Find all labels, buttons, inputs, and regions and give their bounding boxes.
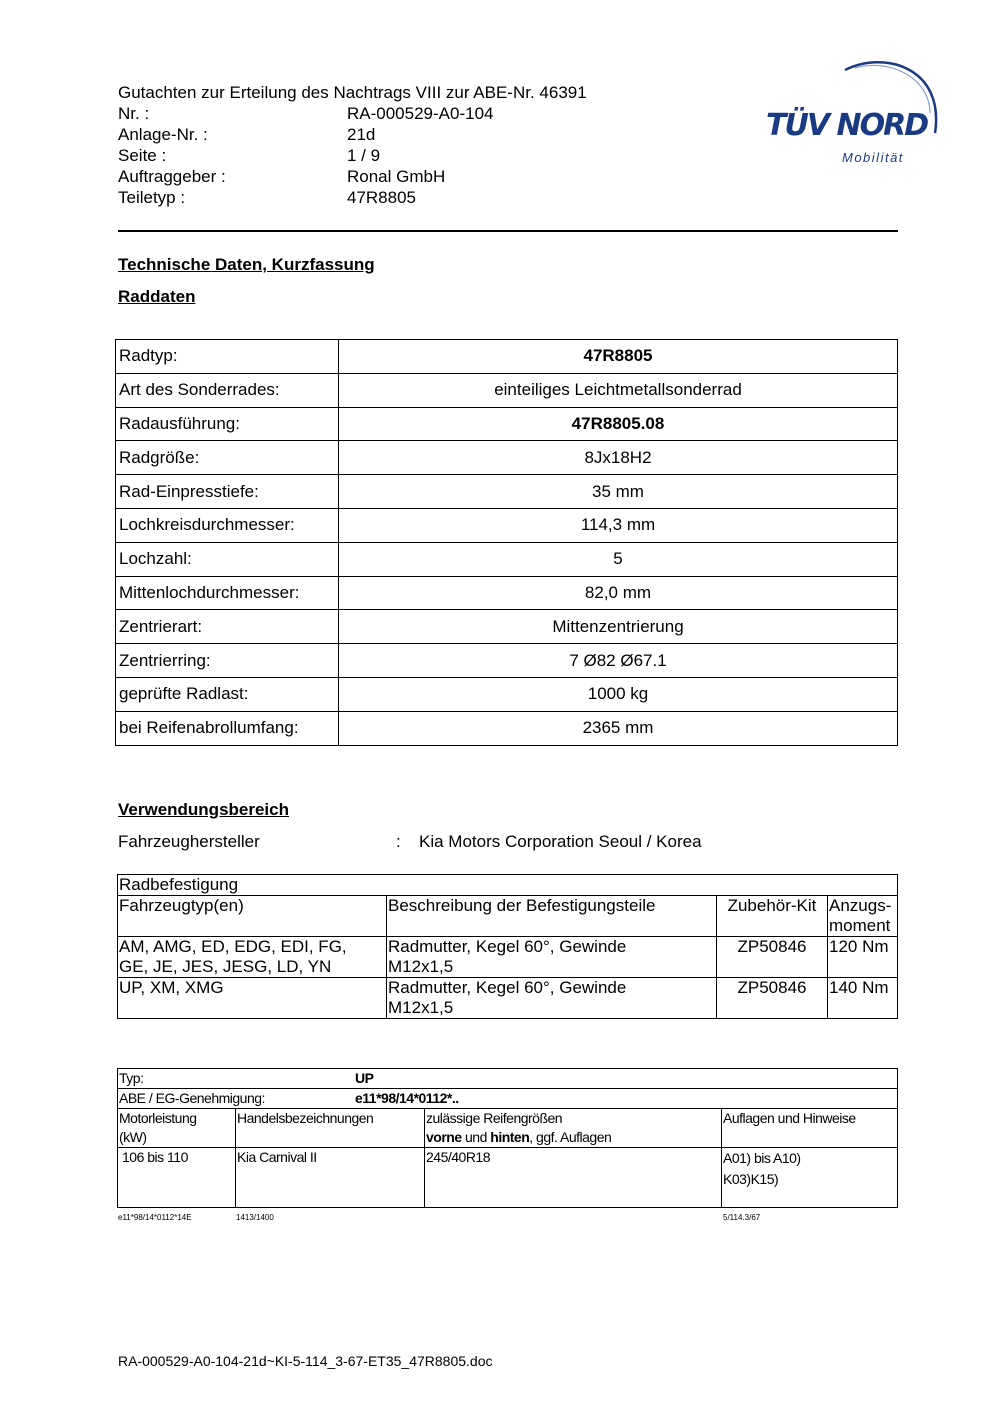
befestigung-header: Fahrzeugtyp(en): [118, 896, 387, 937]
abe-row: [118, 1089, 898, 1109]
raddaten-label: Rad-Einpresstiefe:: [116, 475, 339, 509]
radbefestigung-title: Radbefestigung: [118, 875, 898, 896]
header-label: Anlage-Nr. :: [118, 125, 208, 144]
header-row: [118, 166, 587, 187]
befestigung-row: [118, 978, 898, 1019]
typ-label: Typ:: [119, 1070, 144, 1086]
header-reifengroessen-line2: [426, 1128, 720, 1147]
raddaten-row: [116, 475, 898, 509]
vorne-label: vorne: [426, 1129, 462, 1145]
typ-footnote-2: 1413/1400: [236, 1213, 274, 1222]
raddaten-label: Lochkreisdurchmesser:: [116, 508, 339, 542]
raddaten-label: Lochzahl:: [116, 542, 339, 576]
header-row: [118, 124, 587, 145]
raddaten-value: 47R8805: [339, 340, 898, 374]
header-value: Ronal GmbH: [347, 167, 446, 186]
header-label: Nr. :: [118, 104, 150, 123]
header-value: 21d: [347, 125, 376, 144]
fahrzeughersteller-separator: :: [396, 832, 401, 851]
header-reifengroessen: [425, 1109, 722, 1148]
fahrzeughersteller-row: [118, 832, 702, 852]
befestigung-cell: 140 Nm: [828, 978, 898, 1019]
header-motorleistung: Motorleistung (kW): [118, 1109, 236, 1148]
raddaten-row: [116, 677, 898, 711]
raddaten-row: [116, 373, 898, 407]
section-raddaten: Raddaten: [118, 287, 196, 306]
befestigung-header: Anzugs- moment: [828, 896, 898, 937]
cell-reifengroesse: 245/40R18: [425, 1148, 722, 1208]
raddaten-row: [116, 441, 898, 475]
header-value: 47R8805: [347, 188, 417, 207]
raddaten-label: Radausführung:: [116, 407, 339, 441]
typ-table: [117, 1068, 898, 1208]
raddaten-row: [116, 340, 898, 374]
header-handelsbezeichnungen: Handelsbezeichnungen: [236, 1109, 425, 1148]
raddaten-label: bei Reifenabrollumfang:: [116, 711, 339, 745]
raddaten-label: Art des Sonderrades:: [116, 373, 339, 407]
header-divider: [118, 230, 898, 232]
raddaten-value: 114,3 mm: [339, 508, 898, 542]
raddaten-row: [116, 711, 898, 745]
document-title: Gutachten zur Erteilung des Nachtrags VIII zur ABE-Nr. 46391: [118, 83, 587, 102]
raddaten-label: Radtyp:: [116, 340, 339, 374]
raddaten-label: Zentrierring:: [116, 644, 339, 678]
befestigung-cell: AM, AMG, ED, EDG, EDI, FG, GE, JE, JES, JESG, LD, YN: [118, 937, 387, 978]
raddaten-table: [115, 339, 898, 746]
raddaten-value: 8Jx18H2: [339, 441, 898, 475]
document-header: [118, 82, 587, 208]
fahrzeughersteller-value: Kia Motors Corporation Seoul / Korea: [419, 832, 702, 851]
typ-value: UP: [355, 1070, 374, 1086]
header-row: [118, 145, 587, 166]
raddaten-row: [116, 508, 898, 542]
raddaten-row: [116, 644, 898, 678]
raddaten-label: Radgröße:: [116, 441, 339, 475]
document-filename: RA-000529-A0-104-21d~KI-5-114_3-67-ET35_47R8805.doc: [118, 1353, 493, 1369]
section-technische-daten: Technische Daten, Kurzfassung: [118, 255, 375, 274]
logo-subtitle: Mobilität: [842, 150, 904, 165]
befestigung-cell: Radmutter, Kegel 60°, Gewinde M12x1,5: [387, 937, 717, 978]
typ-footnote-1: e11*98/14*0112*14E: [118, 1213, 192, 1222]
befestigung-header: Beschreibung der Befestigungsteile: [387, 896, 717, 937]
raddaten-row: [116, 610, 898, 644]
raddaten-value: 82,0 mm: [339, 576, 898, 610]
auflagen-suffix: , ggf. Auflagen: [529, 1129, 612, 1145]
raddaten-value: 35 mm: [339, 475, 898, 509]
raddaten-row: [116, 576, 898, 610]
header-label: Auftraggeber :: [118, 167, 226, 186]
raddaten-value: einteiliges Leichtmetallsonderrad: [339, 373, 898, 407]
cell-motorleistung: 106 bis 110: [118, 1148, 236, 1208]
hinten-label: hinten: [490, 1129, 530, 1145]
raddaten-value: 47R8805.08: [339, 407, 898, 441]
raddaten-label: geprüfte Radlast:: [116, 677, 339, 711]
typ-row: [118, 1069, 898, 1089]
header-value: 1 / 9: [347, 146, 381, 165]
cell-handelsbezeichnung: Kia Carnival II: [236, 1148, 425, 1208]
raddaten-label: Zentrierart:: [116, 610, 339, 644]
befestigung-row: [118, 937, 898, 978]
befestigung-cell: Radmutter, Kegel 60°, Gewinde M12x1,5: [387, 978, 717, 1019]
header-label: Seite :: [118, 146, 167, 165]
raddaten-label: Mittenlochdurchmesser:: [116, 576, 339, 610]
befestigung-cell: ZP50846: [717, 978, 828, 1019]
header-reifengroessen-line1: zulässige Reifengrößen: [426, 1110, 563, 1126]
header-row: [118, 103, 587, 124]
raddaten-value: 2365 mm: [339, 711, 898, 745]
abe-label: ABE / EG-Genehmigung:: [119, 1090, 265, 1106]
header-value: RA-000529-A0-104: [347, 104, 494, 123]
und-label: und: [461, 1129, 491, 1145]
raddaten-row: [116, 407, 898, 441]
typ-footnote-3: 5/114.3/67: [723, 1213, 761, 1222]
section-verwendungsbereich: Verwendungsbereich: [118, 800, 289, 819]
raddaten-value: 7 Ø82 Ø67.1: [339, 644, 898, 678]
befestigung-cell: ZP50846: [717, 937, 828, 978]
header-label: Teiletyp :: [118, 188, 186, 207]
raddaten-value: 1000 kg: [339, 677, 898, 711]
radbefestigung-table: [117, 874, 898, 1019]
befestigung-header: Zubehör-Kit: [717, 896, 828, 937]
logo-brand: TÜV NORD: [766, 108, 928, 143]
befestigung-cell: UP, XM, XMG: [118, 978, 387, 1019]
abe-value: e11*98/14*0112*..: [355, 1090, 459, 1106]
raddaten-value: 5: [339, 542, 898, 576]
header-row: [118, 187, 587, 208]
fahrzeughersteller-label: Fahrzeughersteller: [118, 832, 260, 851]
cell-auflagen: A01) bis A10) K03)K15): [722, 1148, 898, 1208]
header-auflagen: Auflagen und Hinweise: [722, 1109, 898, 1148]
raddaten-value: Mittenzentrierung: [339, 610, 898, 644]
befestigung-cell: 120 Nm: [828, 937, 898, 978]
raddaten-row: [116, 542, 898, 576]
